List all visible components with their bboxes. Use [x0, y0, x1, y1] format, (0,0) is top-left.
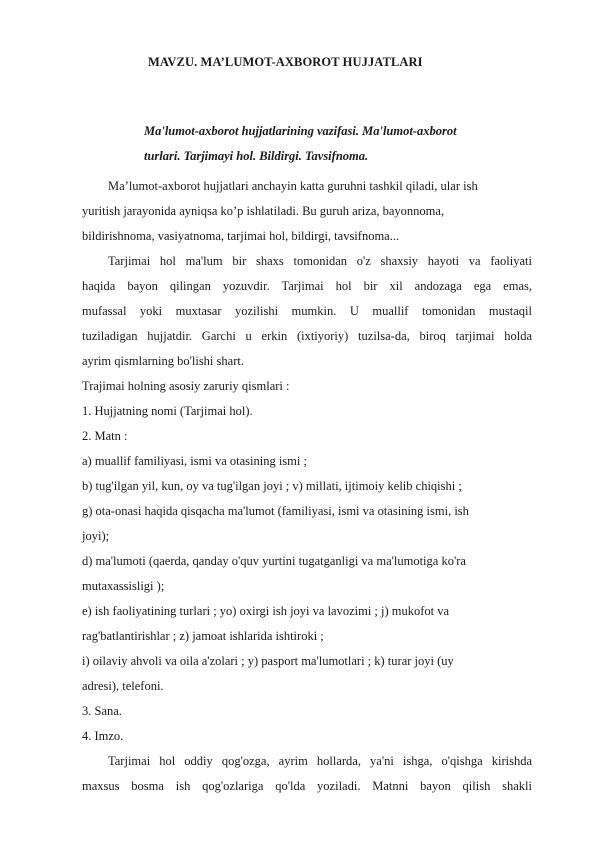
list-item: i) oilaviy ahvoli va oila a'zolari ; y) pasport ma'lumotlari ; k) turar joyi (uy: [82, 654, 454, 668]
list-item: rag'batlantirishlar ; z) jamoat ishlarida ishtiroki ;: [82, 629, 324, 643]
text-line: mufassal yoki muxtasar yozilishi mumkin. U muallif tomonidan mustaqil: [82, 304, 532, 318]
list-item: joyi);: [82, 529, 110, 543]
list-item: e) ish faoliyatining turlari ; yo) oxirgi ish joyi va lavozimi ; j) mukofot va: [82, 604, 450, 618]
list-item: 4. Imzo.: [82, 729, 124, 743]
list-item: adresi), telefoni.: [82, 679, 164, 693]
list-item: 2. Matn :: [82, 429, 128, 443]
subtitle-line-2: turlari. Tarjimayi hol. Bildirgi. Tavsifnoma.: [144, 149, 369, 163]
list-item: mutaxassisligi );: [82, 579, 165, 593]
list-item: 3. Sana.: [82, 704, 122, 718]
document-title: MAVZU. MA’LUMOT-AXBOROT HUJJATLARI: [148, 55, 423, 69]
document-subtitle: [144, 119, 504, 169]
text-line: Tarjimai hol ma'lum bir shaxs tomonidan o'z shaxsiy hayoti va faoliyati: [108, 254, 532, 268]
text-line: Trajimai holning asosiy zaruriy qismlari :: [82, 379, 290, 393]
text-line: bildirishnoma, vasiyatnoma, tarjimai hol, bildirgi, tavsifnoma...: [82, 229, 400, 243]
list-item: b) tug'ilgan yil, kun, oy va tug'ilgan joyi ; v) millati, ijtimoiy kelib chiqishi ;: [82, 479, 462, 493]
text-line: haqida bayon qilingan yozuvdir. Tarjimai hol bir xil andozaga ega emas,: [82, 279, 532, 293]
list-item: a) muallif familiyasi, ismi va otasining ismi ;: [82, 454, 307, 468]
text-line: Tarjimai hol oddiy qog'ozga, ayrim hollarda, ya'ni ishga, o'qishga kirishda: [108, 754, 532, 768]
text-line: tuziladigan hujjatdir. Garchi u erkin (ixtiyoriy) tuzilsa-da, biroq tarjimai holda: [82, 329, 532, 343]
text-line: yuritish jarayonida ayniqsa ko’p ishlatiladi. Bu guruh ariza, bayonnoma,: [82, 204, 445, 218]
list-item: 1. Hujjatning nomi (Tarjimai hol).: [82, 404, 253, 418]
text-line: Ma’lumot-axborot hujjatlari anchayin katta guruhni tashkil qiladi, ular ish: [108, 179, 478, 193]
subtitle-line-1: Ma'lumot-axborot hujjatlarining vazifasi. Ma'lumot-axborot: [144, 124, 457, 138]
list-item: g) ota-onasi haqida qisqacha ma'lumot (familiyasi, ismi va otasining ismi, ish: [82, 504, 469, 518]
text-line: ayrim qismlarning bo'lishi shart.: [82, 354, 244, 368]
text-line: maxsus bosma ish qog'ozlariga qo'lda yoziladi. Matnni bayon qilish shakli: [82, 779, 532, 793]
list-item: d) ma'lumoti (qaerda, qanday o'quv yurtini tugatganligi va ma'lumotiga ko'ra: [82, 554, 466, 568]
